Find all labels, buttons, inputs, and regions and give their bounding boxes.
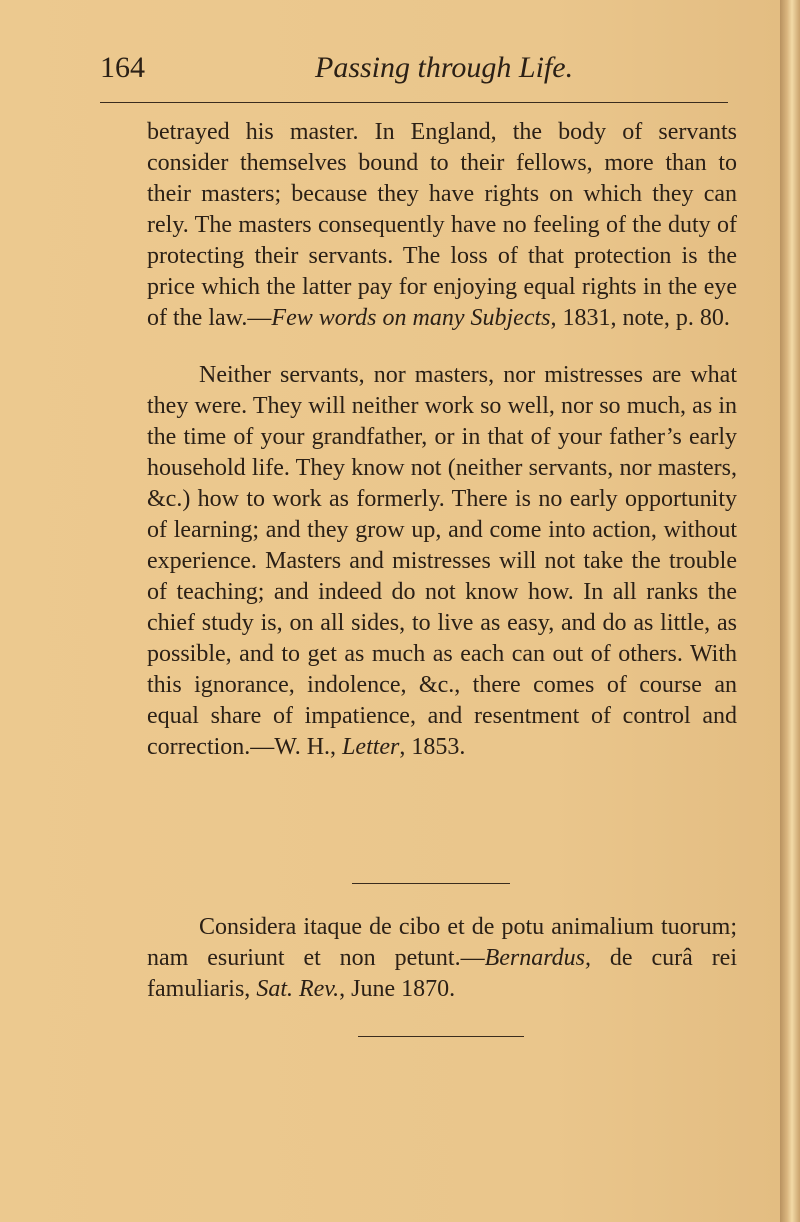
paragraph-3-source-middle: de curâ rei famuliaris, <box>147 945 738 1002</box>
page-header <box>100 48 740 98</box>
paragraph-2-source-details: , 1853. <box>399 734 466 760</box>
page-number: 164 <box>100 51 145 84</box>
paragraph-1-source-title: Few words on many Subjects <box>271 305 551 331</box>
paragraph-1-text: betrayed his master. In England, the body of servants consider themselves bound to their fellows, more than to their masters; because they have rights on which they can rely. The masters consequently have no feeling of the duty of protecting their servants. The loss of that protection is the price which the latter pay for enjoying equal rights in the eye of the law.— <box>147 119 737 331</box>
paragraph-3-source-details: , June 1870. <box>339 976 456 1002</box>
paragraph-2-text: Neither servants, nor masters, nor mistresses are what they were. They will neither work so well, nor so much, as in the time of your grandfather, or in that of your father’s early household life. They know not (neither servants, nor masters, &c.) how to work as formerly. There is no early opportunity of learning; and they grow up, and come into action, without experience. Masters and mistresses will not take the trouble of teaching; and indeed do not know how. In all ranks the chief study is, on all sides, to live as easy, and do as little, as possible, and to get as much as each can out of others. With this ignorance, indolence, &c., there comes of course an equal share of impatience, and resentment of control and correction.—W. H., <box>147 362 737 760</box>
paragraph-3-text: Considera itaque de cibo et de potu animalium tuorum; nam esuriunt et non petunt.— <box>147 914 737 971</box>
paragraph-2 <box>147 360 737 763</box>
paragraph-1 <box>147 117 737 334</box>
page-edge <box>780 0 800 1222</box>
paragraph-2-source-title: Letter <box>342 734 400 760</box>
paragraph-3-source-title: Sat. Rev. <box>256 976 340 1002</box>
paragraph-3-source-author: Bernardus, <box>484 945 592 971</box>
running-title: Passing through Life. <box>315 51 574 84</box>
section-divider <box>352 883 510 884</box>
section-divider-end <box>358 1036 524 1037</box>
paragraph-3 <box>147 912 737 1005</box>
paragraph-1-source-details: , 1831, note, p. 80. <box>550 305 730 331</box>
header-rule <box>100 102 728 103</box>
